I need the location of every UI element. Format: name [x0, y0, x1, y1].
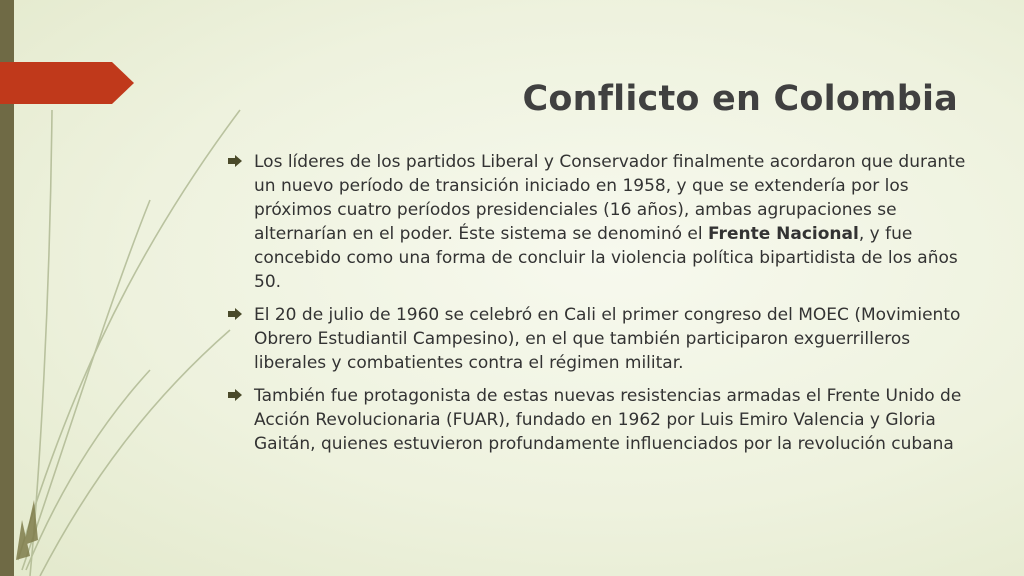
bullet-bold-term: Frente Nacional [708, 224, 859, 244]
bullet-item [226, 384, 966, 456]
bullet-text: También fue protagonista de estas nuevas resistencias armadas el Frente Unido de Acción Revolucionaria (FUAR), fundado en 1962 por Luis Emiro Valencia y Gloria Gaitán, quienes estuvieron profundamente influenciados por la revolución cubana [254, 386, 962, 454]
bullet-text-part: Los líderes de los partidos Liberal y Conservador finalmente acordaron que durante un nuevo período de transición iniciado en 1958, y que se extendería por los próximos cuatro períodos presidenciales (16 años), ambas agrupaciones se alternarían en el poder. Éste sistema se denominó el [254, 152, 966, 244]
slide-title: Conflicto en Colombia [522, 79, 958, 120]
arrow-bullet-icon [228, 155, 242, 167]
bullet-list [226, 150, 966, 465]
title-accent-arrow [0, 62, 135, 104]
bullet-item [226, 303, 966, 375]
arrow-bullet-icon [228, 308, 242, 320]
bullet-text-part: , y fue concebido como una forma de concluir la violencia política bipartidista de los años 50. [254, 224, 958, 292]
bullet-item [226, 150, 966, 294]
arrow-bullet-icon [228, 389, 242, 401]
bullet-text: El 20 de julio de 1960 se celebró en Cali el primer congreso del MOEC (Movimiento Obrero Estudiantil Campesino), en el que también participaron exguerrilleros liberales y combatientes contra el régimen militar. [254, 305, 961, 373]
